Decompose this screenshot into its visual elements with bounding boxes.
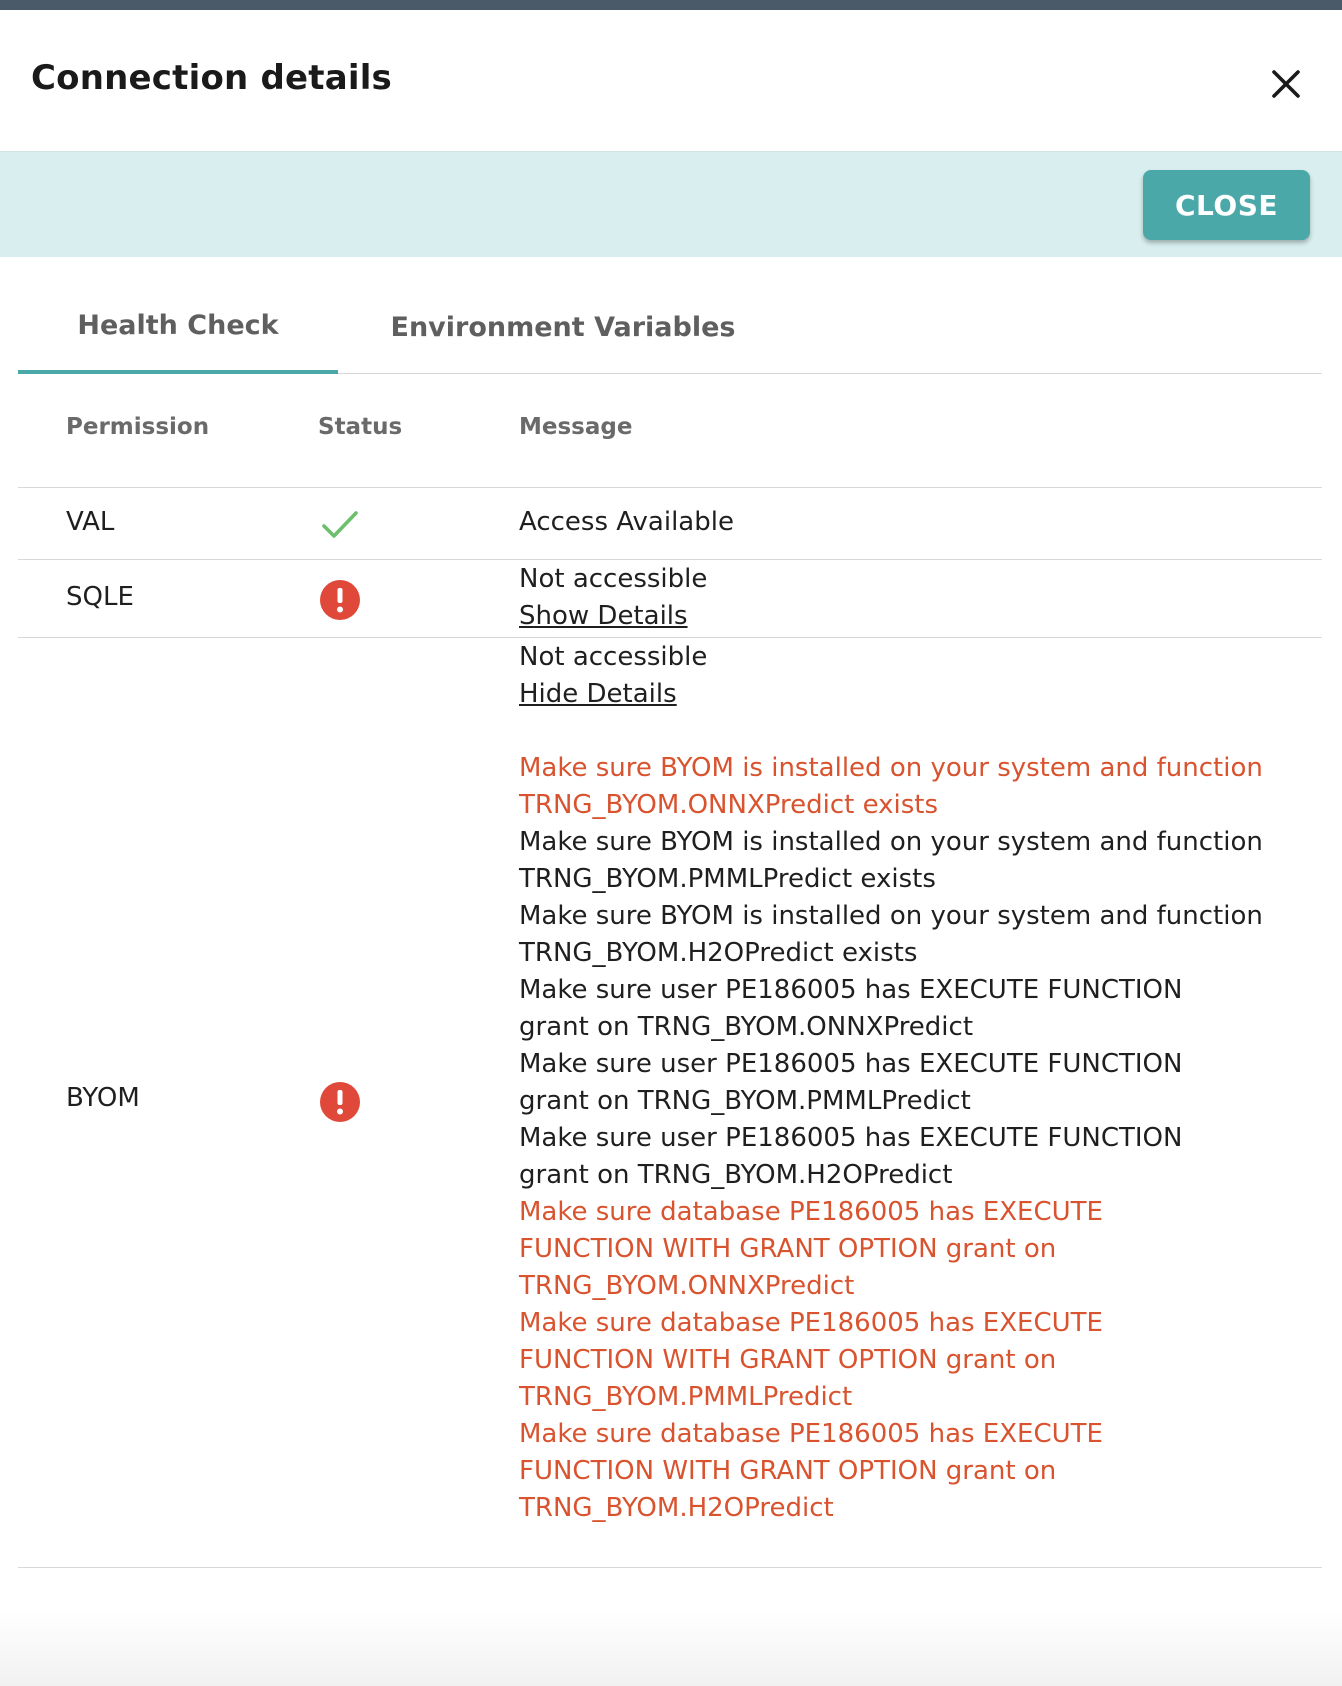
detail-line: TRNG_BYOM.H2OPredict exists <box>519 938 918 968</box>
detail-line: FUNCTION WITH GRANT OPTION grant on <box>519 1234 1057 1264</box>
detail-item-info <box>519 824 1309 898</box>
column-header-message: Message <box>519 414 633 440</box>
status-message-block <box>519 639 1309 1527</box>
detail-line: grant on TRNG_BYOM.ONNXPredict <box>519 1012 974 1042</box>
tab-environment-variables[interactable]: Environment Variables <box>390 311 736 343</box>
table-row <box>18 488 1322 560</box>
detail-item-info <box>519 1120 1309 1194</box>
column-header-permission: Permission <box>66 414 210 440</box>
status-message: Access Available <box>519 507 734 537</box>
detail-line: TRNG_BYOM.ONNXPredict <box>519 1271 855 1301</box>
detail-item-error <box>519 1416 1309 1527</box>
alert-icon <box>320 1082 360 1122</box>
bottom-fade <box>0 1610 1342 1686</box>
detail-line: Make sure database PE186005 has EXECUTE <box>519 1308 1103 1338</box>
detail-line: TRNG_BYOM.H2OPredict <box>519 1493 834 1523</box>
permission-name: SQLE <box>66 582 134 612</box>
detail-line: Make sure BYOM is installed on your system and function <box>519 827 1263 857</box>
detail-line: TRNG_BYOM.PMMLPredict <box>519 1382 853 1412</box>
detail-item-error <box>519 1194 1309 1305</box>
table-header <box>18 374 1322 488</box>
detail-line: grant on TRNG_BYOM.PMMLPredict <box>519 1086 971 1116</box>
check-icon <box>320 508 360 542</box>
dialog-action-bar <box>0 151 1342 257</box>
show-details-link[interactable]: Show Details <box>519 601 688 631</box>
table-row <box>18 560 1322 638</box>
detail-item-error <box>519 750 1309 824</box>
detail-line: grant on TRNG_BYOM.H2OPredict <box>519 1160 953 1190</box>
close-button[interactable]: CLOSE <box>1143 170 1310 240</box>
detail-item-info <box>519 898 1309 972</box>
detail-line: Make sure user PE186005 has EXECUTE FUNCTION <box>519 1049 1183 1079</box>
connection-details-dialog <box>0 10 1342 1686</box>
detail-line: Make sure user PE186005 has EXECUTE FUNCTION <box>519 975 1183 1005</box>
detail-line: TRNG_BYOM.ONNXPredict exists <box>519 790 939 820</box>
detail-line: Make sure BYOM is installed on your system and function <box>519 901 1263 931</box>
status-message: Not accessible <box>519 564 708 594</box>
status-message-block <box>519 561 1309 635</box>
tab-bar <box>18 280 1322 374</box>
status-cell <box>320 1082 360 1122</box>
detail-line: Make sure database PE186005 has EXECUTE <box>519 1419 1103 1449</box>
permission-name: BYOM <box>66 1083 140 1113</box>
detail-item-info <box>519 972 1309 1046</box>
detail-line: FUNCTION WITH GRANT OPTION grant on <box>519 1345 1057 1375</box>
detail-line: TRNG_BYOM.PMMLPredict exists <box>519 864 936 894</box>
detail-item-info <box>519 1046 1309 1120</box>
detail-line: Make sure BYOM is installed on your system and function <box>519 753 1263 783</box>
detail-line: Make sure database PE186005 has EXECUTE <box>519 1197 1103 1227</box>
permission-name: VAL <box>66 507 115 537</box>
window-top-strip <box>0 0 1342 10</box>
details-list <box>519 750 1309 1527</box>
hide-details-link[interactable]: Hide Details <box>519 679 677 709</box>
dialog-title: Connection details <box>31 58 392 98</box>
detail-item-error <box>519 1305 1309 1416</box>
status-message: Not accessible <box>519 642 708 672</box>
detail-line: Make sure user PE186005 has EXECUTE FUNCTION <box>519 1123 1183 1153</box>
status-cell <box>320 580 360 620</box>
alert-icon <box>320 580 360 620</box>
column-header-status: Status <box>318 414 403 440</box>
table-row <box>18 638 1322 1568</box>
status-cell <box>320 508 360 542</box>
tab-health-check[interactable]: Health Check <box>18 280 338 374</box>
detail-line: FUNCTION WITH GRANT OPTION grant on <box>519 1456 1057 1486</box>
close-icon[interactable] <box>1268 66 1304 102</box>
